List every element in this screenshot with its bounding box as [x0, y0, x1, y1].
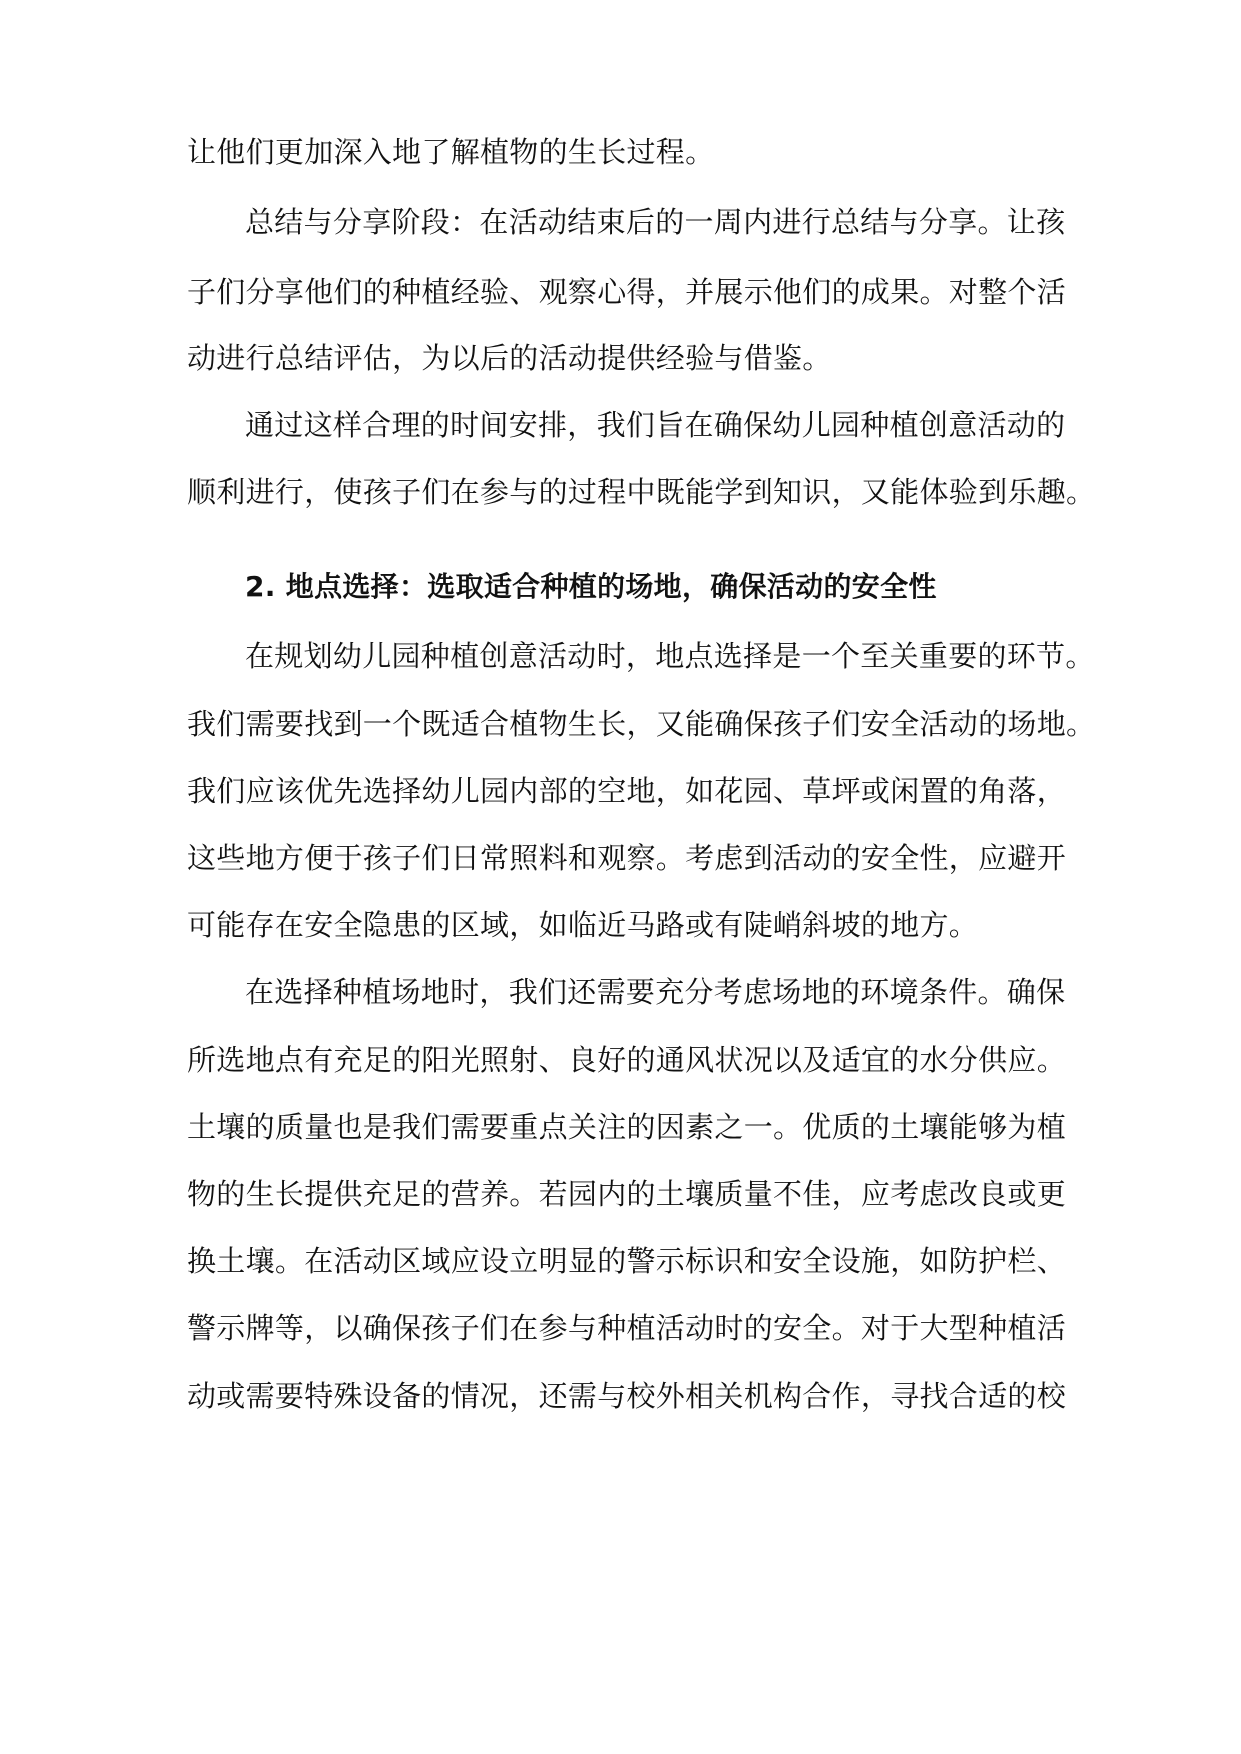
paragraph-line: 可能存在安全隐患的区域，如临近马路或有陡峭斜坡的地方。	[187, 908, 979, 942]
paragraph-line: 物的生长提供充足的营养。若园内的土壤质量不佳，应考虑改良或更	[187, 1177, 1067, 1211]
paragraph-line: 总结与分享阶段：在活动结束后的一周内进行总结与分享。让孩	[245, 205, 1066, 239]
paragraph-line: 通过这样合理的时间安排，我们旨在确保幼儿园种植创意活动的	[245, 408, 1066, 442]
paragraph-line: 顺利进行，使孩子们在参与的过程中既能学到知识，又能体验到乐趣。	[187, 475, 1096, 509]
paragraph-line: 警示牌等，以确保孩子们在参与种植活动时的安全。对于大型种植活	[187, 1311, 1067, 1345]
paragraph-line: 子们分享他们的种植经验、观察心得，并展示他们的成果。对整个活	[187, 275, 1067, 309]
paragraph-line: 我们需要找到一个既适合植物生长，又能确保孩子们安全活动的场地。	[187, 707, 1096, 741]
section-heading: 2. 地点选择：选取适合种植的场地，确保活动的安全性	[245, 570, 937, 603]
paragraph-line: 让他们更加深入地了解植物的生长过程。	[187, 135, 715, 169]
paragraph-line: 我们应该优先选择幼儿园内部的空地，如花园、草坪或闲置的角落，	[187, 774, 1067, 808]
paragraph-line: 所选地点有充足的阳光照射、良好的通风状况以及适宜的水分供应。	[187, 1043, 1067, 1077]
paragraph-line: 换土壤。在活动区域应设立明显的警示标识和安全设施，如防护栏、	[187, 1244, 1067, 1278]
paragraph-line: 土壤的质量也是我们需要重点关注的因素之一。优质的土壤能够为植	[187, 1110, 1067, 1144]
paragraph-line: 在选择种植场地时，我们还需要充分考虑场地的环境条件。确保	[245, 975, 1066, 1009]
paragraph-line: 动进行总结评估，为以后的活动提供经验与借鉴。	[187, 341, 832, 375]
paragraph-line: 动或需要特殊设备的情况，还需与校外相关机构合作，寻找合适的校	[187, 1379, 1067, 1413]
paragraph-line: 这些地方便于孩子们日常照料和观察。考虑到活动的安全性，应避开	[187, 841, 1067, 875]
paragraph-line: 在规划幼儿园种植创意活动时，地点选择是一个至关重要的环节。	[245, 639, 1095, 673]
